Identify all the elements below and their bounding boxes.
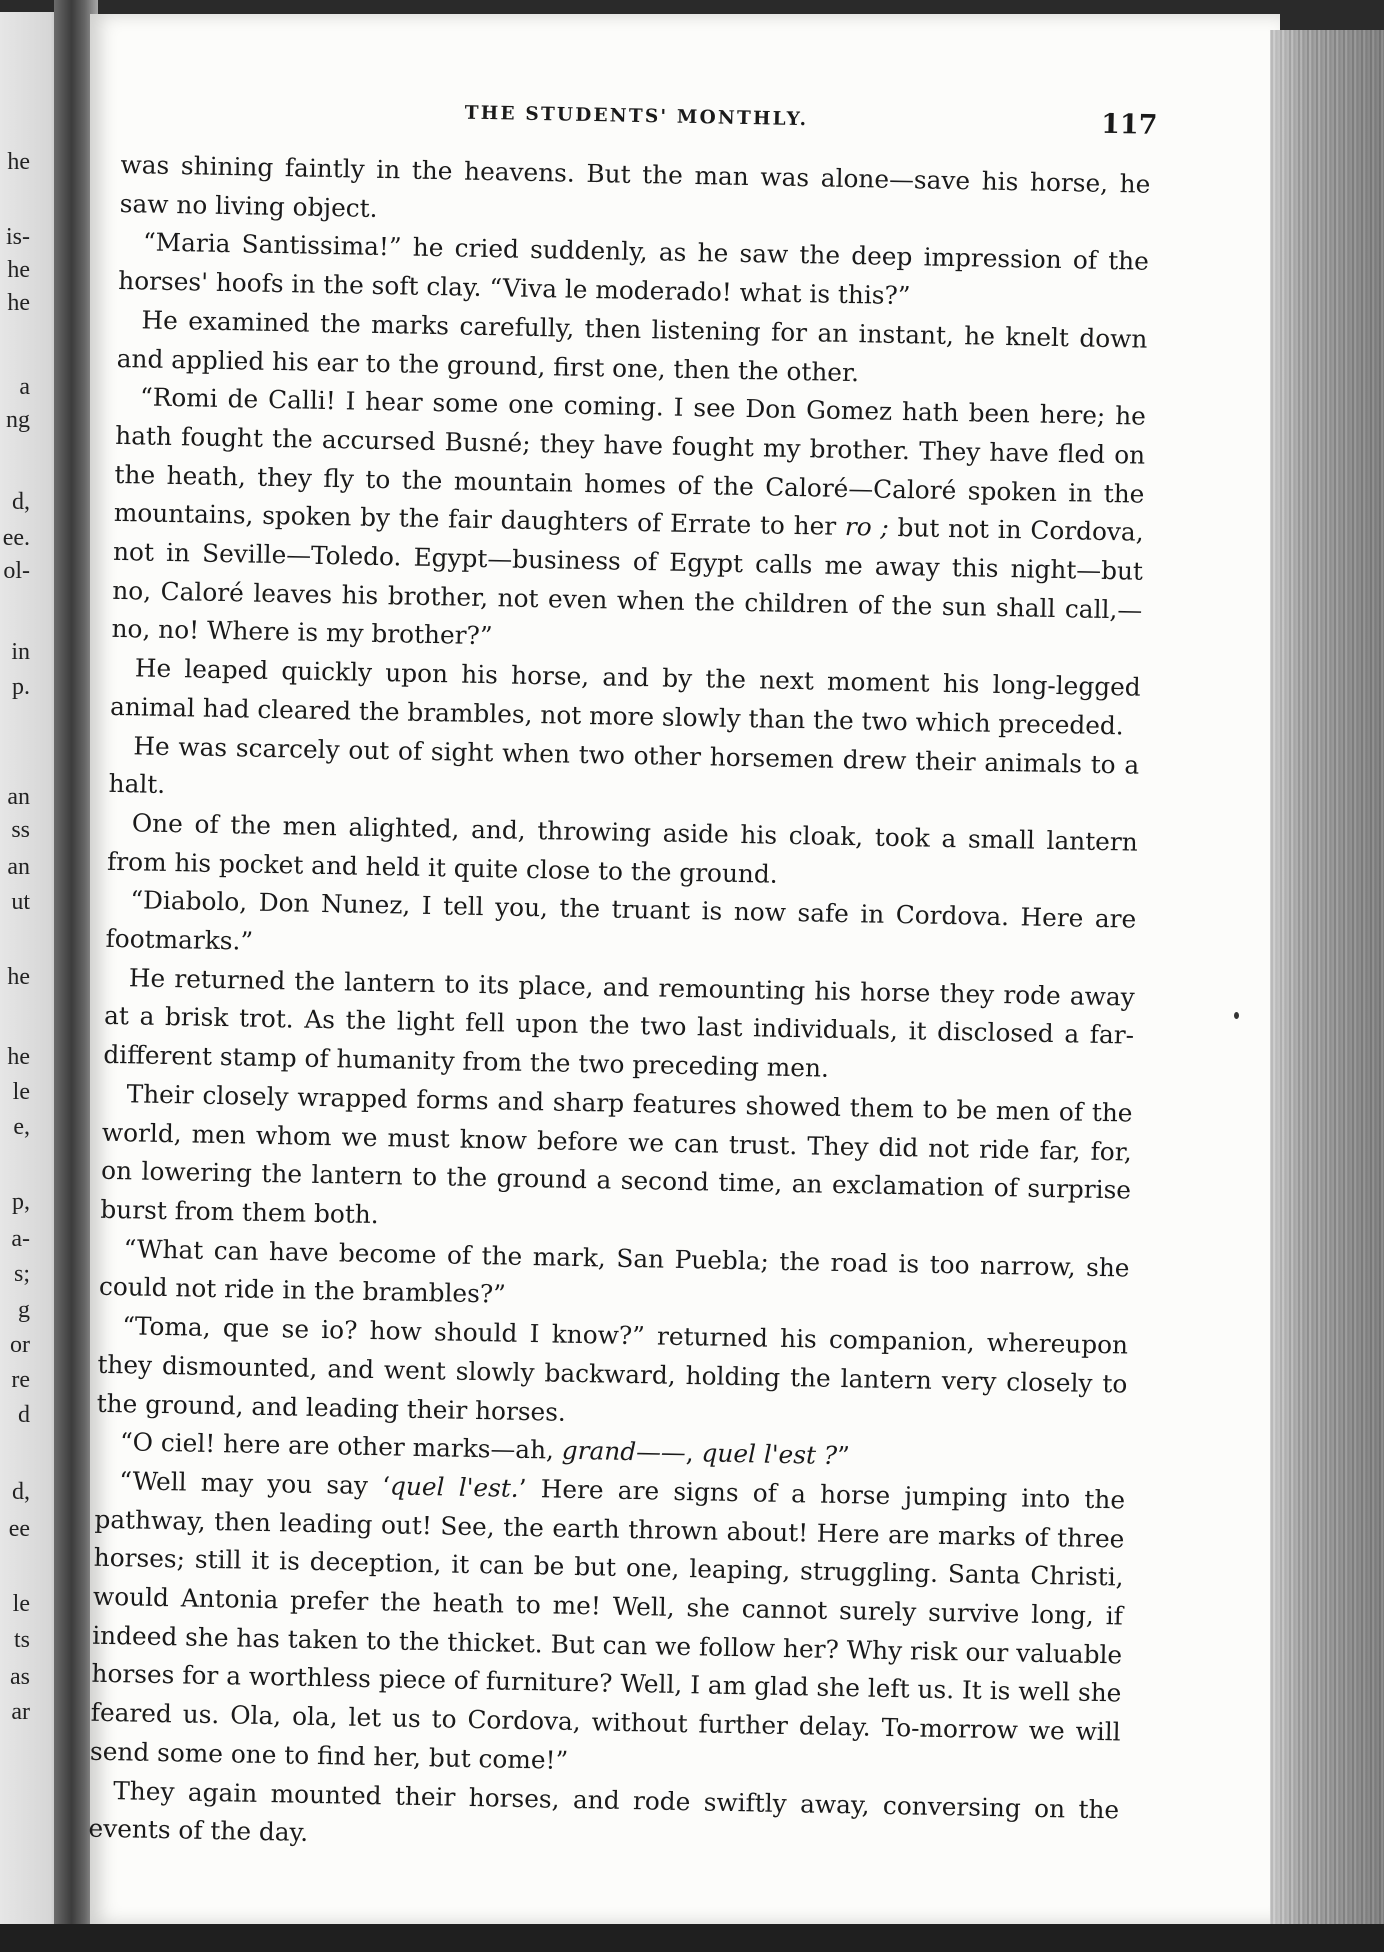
paragraph [96, 1307, 1128, 1443]
text-run: ’ Here are signs of a horse jumping into the pathway, then leading out! See, the earth thrown about! Here are marks of three horses; still it is deception, it can be but one, leaping, struggling. Santa Christi, would Antonia prefer the heath to me! Well, she cannot surely survive long, if indeed she has taken to the thicket. But can we follow her? Why risk our valuable horses for a worthless piece of furniture? Well, I am glad she left us. It is well she feared us. Ola, ola, let us to Cordova, without further delay. To-morrow we will send some one to find her, but come!” [89, 1473, 1126, 1775]
left-page-fragment: d, [12, 489, 30, 515]
italic-text: quel l'est. [389, 1471, 520, 1503]
left-page-fragment: he [7, 964, 30, 990]
scan-background [0, 1924, 1384, 1952]
italic-text: quel l'est ? [701, 1438, 838, 1471]
left-page-fragment: a [19, 374, 30, 400]
text-run: “Maria Santissima!” he cried suddenly, as he saw the deep impression of the horses' hoofs in the soft clay. “Viva le moderado! what is this?” [118, 227, 1150, 311]
left-page-fragment: in [11, 639, 30, 665]
left-page-fragment: ee [8, 1516, 30, 1542]
left-page-fragment: as [10, 1664, 30, 1690]
text-run: He returned the lantern to its place, and remounting his horse they rode away at a brisk trot. As the light fell upon the two last individuals, it disclosed a far-different stamp of humanity from the two preceding men. [103, 963, 1136, 1083]
left-page-fragment: g [18, 1297, 30, 1323]
text-run: “Diabolo, Don Nunez, I tell you, the truant is now safe in Cordova. Here are footmarks.” [105, 885, 1137, 956]
body-text [88, 146, 1151, 1868]
italic-text: grand—— [561, 1435, 687, 1468]
left-page-fragment: an [7, 784, 30, 810]
text-run: “What can have become of the mark, San Puebla; the road is too narrow, she could not ride in the brambles?” [98, 1233, 1130, 1309]
left-page-fragment: ol- [3, 558, 30, 584]
text-run: He examined the marks carefully, then listening for an instant, he knelt down and applied his ear to the ground, first one, then the other. [116, 305, 1148, 387]
left-page-fragment: ut [11, 889, 30, 915]
page-number: 117 [1100, 108, 1158, 141]
left-page-fragment: ss [11, 817, 30, 843]
text-run: was shining faintly in the heavens. But the man was alone—save his horse, he saw no living object. [119, 149, 1151, 223]
left-page-fragment: p. [12, 674, 30, 700]
left-page-fragment: he [7, 1044, 30, 1070]
left-page-fragment: le [12, 1079, 30, 1105]
italic-text: ro ; [844, 512, 890, 543]
left-page-fragment: a- [11, 1226, 30, 1252]
ink-speck [1234, 1012, 1239, 1019]
text-run: “Toma, que se io? how should I know?” returned his companion, whereupon they dismounted, and went slowly backward, holding the lantern very closely to the ground, and leading their horses. [96, 1311, 1129, 1427]
text-run: He was scarcely out of sight when two other horsemen drew their animals to a halt. [108, 730, 1140, 800]
left-page-fragment: re [11, 1367, 30, 1393]
left-page-fragment: ee. [2, 525, 30, 551]
text-run: , [685, 1438, 702, 1468]
left-page-fragment: he [7, 149, 30, 175]
text-run: Their closely wrapped forms and sharp features showed them to be men of the world, men whom we must know before we can trust. They did not ride far, for, on lowering the lantern to the ground a second time, an exclamation of surprise burst from them both. [100, 1079, 1133, 1230]
left-page-fragment: he [7, 290, 30, 316]
left-page-fragment: ar [11, 1699, 30, 1725]
paragraph [111, 378, 1146, 669]
left-page-fragment: an [7, 854, 30, 880]
page-text-block [88, 88, 1158, 1868]
page-block-shade [1270, 30, 1384, 1952]
left-page-fragment: e, [13, 1114, 30, 1140]
running-title: THE STUDENTS' MONTHLY. [464, 102, 809, 131]
text-run: They again mounted their horses, and rode swiftly away, conversing on the events of the day. [88, 1775, 1120, 1848]
left-page-fragment: p, [12, 1189, 30, 1215]
left-page-fragment: he [7, 257, 30, 283]
left-page-fragment: ts [13, 1627, 30, 1653]
left-page-fragment: d, [12, 1479, 30, 1505]
text-run: “Well may you say ‘ [118, 1466, 391, 1501]
left-page-fragment: d [18, 1402, 30, 1428]
left-page-fragment: le [12, 1591, 30, 1617]
left-page-fragment: s; [13, 1261, 30, 1287]
left-page-fragment: is- [6, 224, 30, 250]
text-run: “O ciel! here are other marks—ah, [119, 1427, 563, 1465]
text-run: but not in Cordova, not in Seville—Toledo. Egypt—business of Egypt calls me away this night—but no, Caloré leaves his brother, not even when the children of the sun shall call,—no, no! Where is my brother?” [111, 513, 1144, 651]
paragraph [90, 1462, 1126, 1791]
text-run: ” [836, 1441, 851, 1471]
text-run: “Romi de Calli! I hear some one coming. I see Don Gomez hath been here; he hath fought the accursed Busné; they have fought my brother. They have fled on the heath, they fly to the mountain homes of the Caloré—Caloré spoken in the mountains, spoken by the fair daughters of Errate to her [113, 382, 1147, 542]
paragraph [103, 959, 1135, 1095]
left-page-fragment: or [10, 1332, 30, 1358]
text-run: He leaped quickly upon his horse, and by the next moment his long-legged animal had cleared the brambles, not more slowly than the two which preceded. [109, 653, 1141, 741]
text-run: One of the men alighted, and, throwing aside his cloak, took a small lantern from his pocket and held it quite close to the ground. [106, 808, 1138, 889]
left-page-fragment: ng [6, 407, 30, 433]
paragraph [100, 1075, 1133, 1250]
